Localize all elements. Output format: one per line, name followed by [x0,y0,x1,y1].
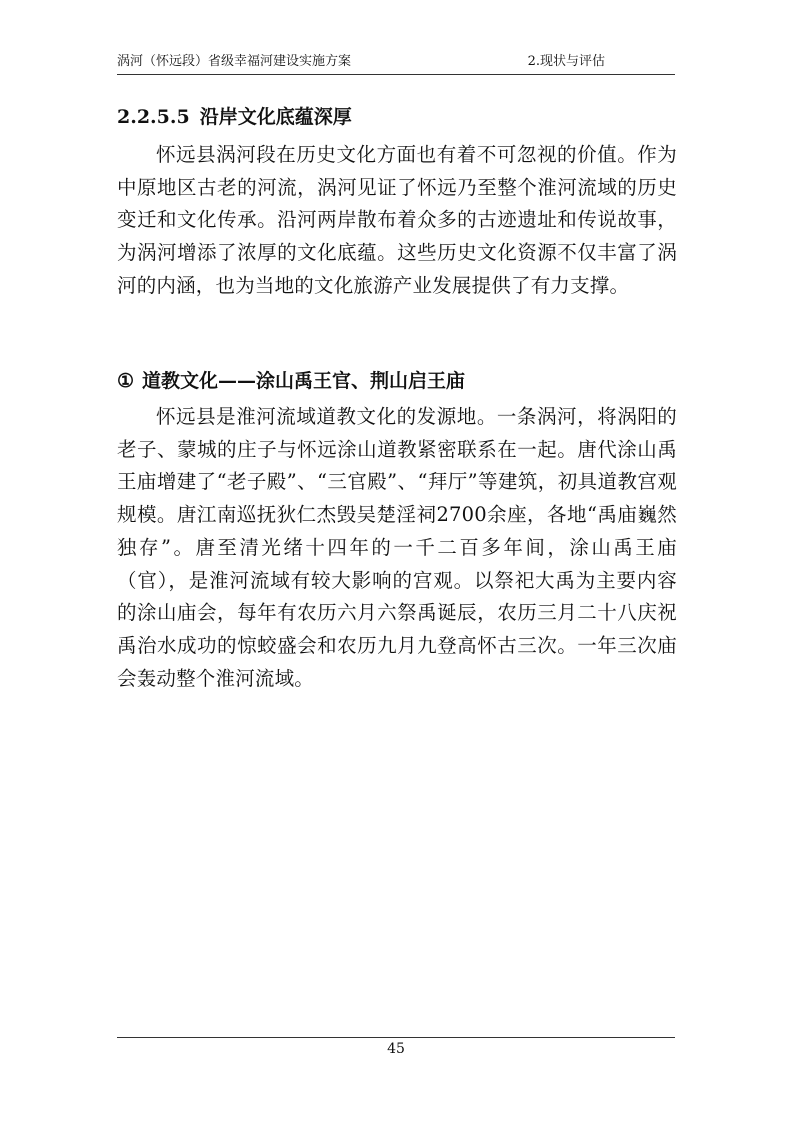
header-document-title: 涡河（怀远段）省级幸福河建设实施方案 [117,54,352,69]
section-title: 沿岸文化底蕴深厚 [199,106,352,128]
section-heading [117,104,352,130]
taoism-paragraph: 怀远县是淮河流域道教文化的发源地。一条涡河，将涡阳的老子、蒙城的庄子与怀远涂山道教紧密联系在一起。唐代涂山禹王庙增建了“老子殿”、“三官殿”、“拜厅”等建筑，初具道教宫观规模。唐江南巡抚狄仁杰毁吴楚淫祠2700余座，各地“禹庙巍然独存”。唐至清光绪十四年的一千二百多年间，涂山禹王庙（官），是淮河流域有较大影响的宫观。以祭祀大禹为主要内容的涂山庙会，每年有农历六月六祭禹诞辰，农历三月二十八庆祝禹治水成功的惊蛟盛会和农历九月九登高怀古三次。一年三次庙会轰动整个淮河流域。 [117,405,677,690]
section-number: 2.2.5.5 [117,106,190,128]
subsection-heading [117,367,465,395]
page-header [117,50,675,75]
subsection-title: 道教文化——涂山禹王官、荆山启王庙 [142,370,466,392]
page-footer [117,1037,675,1060]
page-number: 45 [387,1041,405,1057]
subsection-marker: ① [117,370,135,392]
header-chapter-title: 2.现状与评估 [527,54,605,69]
intro-paragraph: 怀远县涡河段在历史文化方面也有着不可忽视的价值。作为中原地区古老的河流，涡河见证了怀远乃至整个淮河流域的历史变迁和文化传承。沿河两岸散布着众多的古迹遗址和传说故事，为涡河增添了浓厚的文化底蕴。这些历史文化资源不仅丰富了涡河的内涵，也为当地的文化旅游产业发展提供了有力支撑。 [117,143,677,297]
